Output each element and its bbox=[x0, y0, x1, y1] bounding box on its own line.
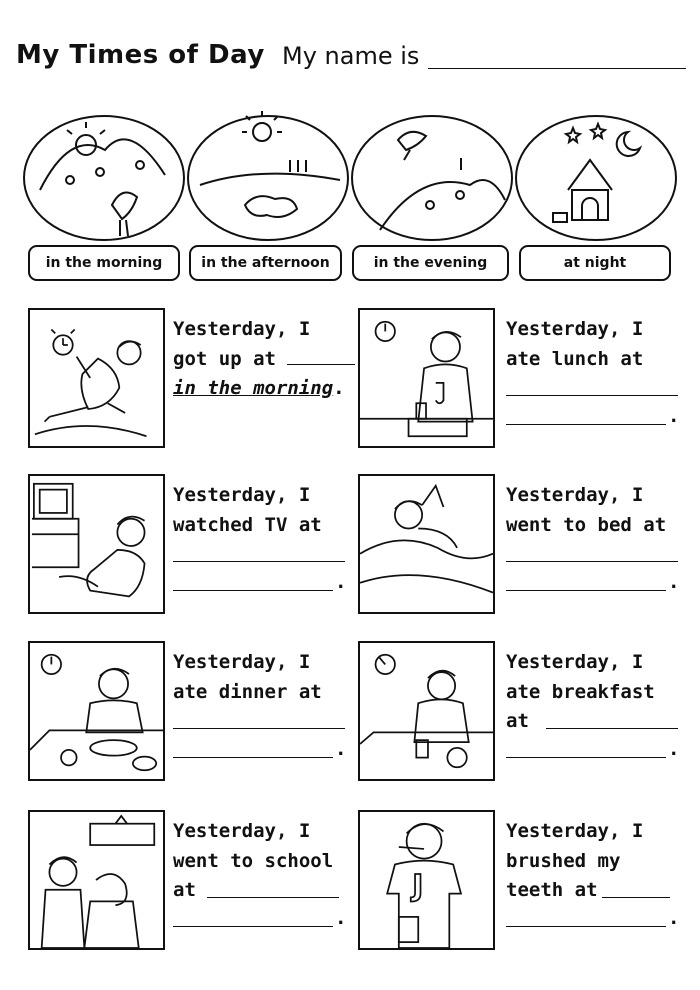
worksheet-title: My Times of Day bbox=[16, 40, 265, 70]
time-option-evening[interactable]: in the evening bbox=[352, 245, 509, 281]
name-label: My name is bbox=[282, 42, 420, 70]
panel-school-image bbox=[28, 810, 165, 950]
item1-line2: got up at bbox=[173, 347, 276, 370]
item5-line1: Yesterday, I bbox=[173, 651, 311, 673]
panel-tv-image bbox=[28, 474, 165, 614]
item5-end: . bbox=[335, 737, 347, 760]
item4-blank-2[interactable] bbox=[506, 590, 666, 591]
item1-blank[interactable] bbox=[287, 364, 355, 365]
panel-breakfast-image bbox=[358, 641, 495, 781]
morning-scene-image bbox=[24, 116, 184, 240]
time-option-night[interactable]: at night bbox=[519, 245, 671, 281]
item3-blank-2[interactable] bbox=[173, 590, 333, 591]
item3-blank-1[interactable] bbox=[173, 561, 345, 562]
item6-line3: at bbox=[506, 710, 529, 732]
item2-end: . bbox=[668, 404, 680, 427]
evening-scene-image bbox=[352, 116, 512, 240]
item8-end: . bbox=[668, 906, 680, 929]
item4-blank-1[interactable] bbox=[506, 561, 678, 562]
panel-bed-image bbox=[358, 474, 495, 614]
toothpaste-letter: J bbox=[412, 868, 424, 903]
night-scene-image bbox=[516, 116, 676, 240]
item5-blank-2[interactable] bbox=[173, 757, 333, 758]
time-option-morning[interactable]: in the morning bbox=[28, 245, 180, 281]
afternoon-scene-image bbox=[188, 111, 348, 240]
panel-get-up-image bbox=[28, 308, 165, 448]
item2-blank-2[interactable] bbox=[506, 424, 666, 425]
item7-blank-2[interactable] bbox=[173, 926, 333, 927]
item7-line3: at bbox=[173, 879, 196, 901]
item6-line1: Yesterday, I bbox=[506, 651, 644, 673]
item8-line3: teeth at bbox=[506, 879, 598, 901]
item8-line1: Yesterday, I bbox=[506, 820, 644, 842]
item7-line2: went to school bbox=[173, 849, 334, 872]
item7-line1: Yesterday, I bbox=[173, 820, 311, 842]
item3-line2: watched TV at bbox=[173, 513, 322, 536]
item4-line2: went to bed at bbox=[506, 513, 667, 536]
time-option-afternoon[interactable]: in the afternoon bbox=[189, 245, 342, 281]
item5-blank-1[interactable] bbox=[173, 728, 345, 729]
item2-line1: Yesterday, I bbox=[506, 318, 644, 340]
item1-line1: Yesterday, I bbox=[173, 318, 311, 340]
item6-end: . bbox=[668, 737, 680, 760]
panel-lunch-image bbox=[358, 308, 495, 448]
item7-end: . bbox=[335, 906, 347, 929]
panel-dinner-image bbox=[28, 641, 165, 781]
item2-blank-1[interactable] bbox=[506, 395, 678, 396]
item1-answer: in the morning bbox=[173, 377, 334, 399]
item7-blank-1[interactable] bbox=[207, 897, 339, 898]
item1-answer-end: . bbox=[333, 377, 345, 399]
item3-line1: Yesterday, I bbox=[173, 484, 311, 506]
item6-blank-2[interactable] bbox=[506, 757, 666, 758]
item8-blank-2[interactable] bbox=[506, 926, 666, 927]
item6-blank-1[interactable] bbox=[546, 728, 678, 729]
item8-blank-1[interactable] bbox=[602, 897, 670, 898]
item4-end: . bbox=[668, 570, 680, 593]
item4-line1: Yesterday, I bbox=[506, 484, 644, 506]
panel-teeth-image bbox=[358, 810, 495, 950]
item5-line2: ate dinner at bbox=[173, 680, 322, 703]
item8-line2: brushed my bbox=[506, 849, 621, 872]
item6-line2: ate breakfast bbox=[506, 680, 655, 703]
item3-end: . bbox=[335, 570, 347, 593]
item2-line2: ate lunch at bbox=[506, 347, 644, 370]
times-of-day-illustrations bbox=[0, 0, 700, 250]
